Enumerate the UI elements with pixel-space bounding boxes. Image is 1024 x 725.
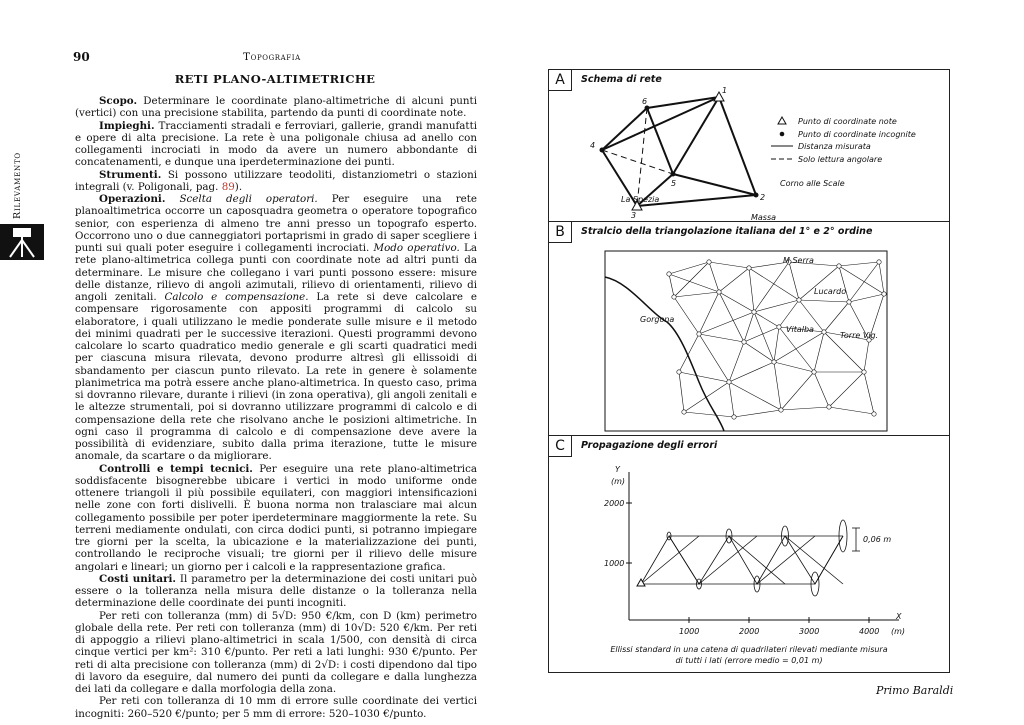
triangulation-vertex bbox=[872, 412, 876, 416]
triangulation-vertex bbox=[882, 292, 886, 296]
triangulation-vertex bbox=[772, 360, 776, 364]
point-5-marker bbox=[671, 172, 676, 177]
triangulation-edge bbox=[719, 292, 744, 342]
triangulation-vertex bbox=[747, 266, 751, 270]
section-title: RETI PLANO-ALTIMETRICHE bbox=[174, 72, 376, 86]
side-tab-text: Rilevamento bbox=[11, 152, 23, 219]
place-m-serra: M.Serra bbox=[783, 256, 814, 265]
point-2-marker bbox=[754, 193, 759, 198]
triangulation-edge bbox=[669, 274, 674, 297]
triangulation-edge bbox=[744, 342, 774, 362]
author-signature: Primo Baraldi bbox=[876, 684, 954, 697]
paragraph-tolleranze: Per reti con tolleranza (mm) di 5√D: 950 €/km, con D (km) perimetro globale della rete. Per reti con tolleranza (mm) di 10√D: 520 €/km. Per reti di appoggio a rilievi plano-altimetrici in scala 1/500, con densità di circa cinque vertici per km²: 310 €/punto. Per reti a lati lunghi: 930 €/punto. Per reti di alta precisione con tolleranza (mm) di 2√D: i costi dipendono dal tipo di lavoro da eseguire, dal numero dei punti da collegare e dalla lunghezza dei lati da collegare e dalla morfologia della zona. bbox=[75, 609, 477, 695]
triangulation-edge bbox=[699, 292, 719, 334]
place-corno-alle-scale: Corno alle Scale bbox=[780, 179, 845, 188]
point-5-label: 5 bbox=[671, 179, 677, 188]
side-tab-label bbox=[12, 152, 23, 219]
place-vitalba: Vitalba bbox=[786, 325, 814, 334]
triangulation-edge bbox=[754, 312, 779, 327]
triangulation-edge bbox=[774, 362, 814, 372]
x-axis-label: X bbox=[896, 612, 902, 621]
triangulation-edge bbox=[864, 372, 874, 414]
triangulation-edge bbox=[744, 327, 779, 342]
paragraph-errori: Per reti con tolleranza di 10 mm di errore sulle coordinate dei vertici incogniti: 260–520 €/punto; per 5 mm di errore: 520–1030 €/punto. bbox=[75, 695, 477, 720]
article-body bbox=[75, 95, 477, 720]
triangulation-edge bbox=[729, 342, 744, 382]
running-head bbox=[243, 51, 301, 63]
triangulation-edge bbox=[709, 262, 749, 268]
point-4-label: 4 bbox=[590, 141, 596, 150]
angular-6-3 bbox=[637, 108, 647, 206]
triangulation-vertex bbox=[682, 410, 686, 414]
emphasis-calcolo: Calcolo e compensazione. bbox=[164, 291, 309, 303]
chain-zigzag-1 bbox=[641, 536, 843, 584]
triangulation-edge bbox=[814, 372, 829, 407]
triangulation-edge bbox=[749, 268, 754, 312]
label-impieghi: Impieghi. bbox=[99, 119, 155, 132]
coastline bbox=[605, 277, 724, 431]
triangulation-edge bbox=[781, 372, 814, 410]
triangulation-edge bbox=[674, 292, 719, 297]
place-massa: Massa bbox=[751, 213, 777, 222]
triangulation-edge bbox=[754, 300, 799, 312]
panel-c-letter: C bbox=[549, 436, 572, 457]
triangulation-edge bbox=[879, 262, 884, 294]
edge-5-1 bbox=[673, 97, 719, 174]
chain-diagonal-5 bbox=[757, 536, 815, 584]
triangulation-edge bbox=[699, 334, 729, 382]
text-controlli: Per eseguire una rete plano-altimetrica soddisfacente bisognerebbe ubicare i vertici in modo uniforme onde ottenere triangoli il più possibile equilateri, con maggiori intensificazioni nelle zone con forti dislivelli. È buona norma non tralasciare mai alcun collegamento possibile per poter iperdeterminare maggiormente la rete. Su terreni mediamente ondulati, con circa dodici punti, si potranno impiegare tre giorni per la scelta, la ubicazione e la materializzazione dei punti, controllando le reciproche visuali; tre giorni per il rilievo delle misure angolari e lineari; un giorno per i calcoli e la rappresentazione grafica. bbox=[75, 462, 477, 573]
chain-diagonal-1 bbox=[641, 536, 699, 584]
triangulation-edge bbox=[709, 262, 719, 292]
page-reference-link[interactable]: 89 bbox=[221, 180, 235, 193]
panel-c-title: Propagazione degli errori bbox=[581, 440, 718, 451]
chain-diagonal-3 bbox=[699, 536, 757, 584]
place-torre-vig: Torre Vig. bbox=[840, 331, 879, 340]
theodolite-icon bbox=[0, 224, 44, 260]
text-impieghi: Tracciamenti stradali e ferroviari, gallerie, grandi manufatti e opere di alta precisione. La rete è una poligonale chiusa ad anello con collegamenti incrociati in modo da avere un numero abbondante di concatenamenti, e dunque una iperdeterminazione dei punti. bbox=[75, 119, 477, 169]
point-6-label: 6 bbox=[642, 97, 648, 106]
triangulation-edge bbox=[754, 312, 774, 362]
scale-note: 0,06 m bbox=[863, 535, 892, 544]
paragraph-controlli bbox=[75, 463, 477, 573]
legend-triangle-icon bbox=[778, 117, 786, 124]
quadrilateral-chain bbox=[641, 536, 843, 584]
paragraph-strumenti bbox=[75, 169, 477, 194]
label-controlli: Controlli e tempi tecnici. bbox=[99, 462, 253, 475]
triangulation-vertex bbox=[827, 405, 831, 409]
y-axis-label: Y bbox=[615, 465, 620, 474]
triangulation-vertex bbox=[862, 370, 866, 374]
triangulation-vertex bbox=[812, 370, 816, 374]
triangulation-vertex bbox=[837, 264, 841, 268]
text-operazioni-3: La rete si deve calcolare e compensare rigorosamente con appositi programmi di calcolo su elaboratore, i quali utilizzano le medie ponderate sulle misure e il metodo dei minimi quadrati per le successive iterazioni. Questi programmi devono calcolare lo scarto quadratico medio generale e gli scarti quadratici medi per ciascuna misura rilevata, devono produrre altresì gli ellissoidi di sbandamento per ciascun punto rilevato. La rete in genere è solamente planimetrica ma potrà essere anche plano-altimetrica. In questo caso, prima si dovranno rilevare, durante i rilievi (in zona operativa), gli angoli zenitali e le altezze strumentali, poi si dovranno utilizzare programmi di calcolo e di compensazione della rete che risolvano anche le posizioni altimetriche. In ogni caso il programma di calcolo e di compensazione deve avere la possibilità di evidenziare, subito dalla prima iterazione, tutte le misure anomale, da scartare o da migliorare. bbox=[75, 291, 477, 463]
triangulation-edge bbox=[679, 372, 729, 382]
triangulation-edge bbox=[679, 372, 684, 412]
triangulation-edge bbox=[814, 332, 824, 372]
caption-line-1: Ellissi standard in una catena di quadrilateri rilevati mediante misura bbox=[610, 645, 888, 654]
text-operazioni-1: Per eseguire una rete planoaltimetrica occorre un caposquadra geometra o operatore topografico senior, con esperienza di almeno tre anni presso un topografo esperto. Occorrono uno o due canneggiatori portaprismi in grado di saper scegliere i punti sui quali poter eseguire i collegamenti incrociati. bbox=[75, 193, 477, 254]
emphasis-scelta: Scelta degli operatori. bbox=[179, 193, 318, 205]
network-schema bbox=[549, 70, 949, 222]
point-2-label: 2 bbox=[760, 193, 766, 202]
triangulation-edge bbox=[679, 334, 699, 372]
triangulation-vertex bbox=[779, 408, 783, 412]
point-1-label: 1 bbox=[722, 86, 728, 95]
triangulation-vertex bbox=[707, 260, 711, 264]
triangulation-vertex bbox=[717, 290, 721, 294]
triangulation-edge bbox=[684, 382, 729, 412]
chain-diagonal-2 bbox=[669, 536, 699, 584]
edge-5-2 bbox=[673, 174, 756, 195]
triangulation-edge bbox=[799, 300, 849, 302]
panel-c bbox=[549, 436, 949, 674]
triangulation-vertex bbox=[677, 370, 681, 374]
edge-6-5 bbox=[647, 108, 673, 174]
emphasis-modo: Modo operativo. bbox=[373, 242, 460, 254]
paragraph-operazioni bbox=[75, 193, 477, 463]
paragraph-impieghi bbox=[75, 120, 477, 169]
triangulation-vertex bbox=[672, 295, 676, 299]
angular-4-5 bbox=[602, 150, 673, 174]
chain-diagonal-4 bbox=[729, 536, 785, 584]
triangulation-edge bbox=[774, 362, 781, 410]
triangulation-edge bbox=[829, 372, 864, 407]
panel-a-title: Schema di rete bbox=[581, 74, 662, 85]
triangulation-edge bbox=[729, 382, 781, 410]
text-scopo: Determinare le coordinate plano-altimetriche di alcuni punti (vertici) con una precisione stabilita, partendo da punti di coordinate note. bbox=[75, 95, 477, 120]
legend-dot-icon bbox=[780, 132, 785, 137]
triangulation-edge bbox=[699, 334, 744, 342]
legend-angular-only: Solo lettura angolare bbox=[798, 155, 883, 164]
triangulation-vertex bbox=[667, 272, 671, 276]
page-number: 90 bbox=[73, 50, 90, 64]
legend-known-points: Punto di coordinate note bbox=[798, 117, 897, 126]
paragraph-scopo bbox=[75, 95, 477, 120]
text-strumenti: Si possono utilizzare teodoliti, distanziometri o stazioni integrali (v. Poligonali, pag. bbox=[75, 168, 477, 193]
triangulation-edge bbox=[749, 268, 799, 300]
triangulation-edge bbox=[734, 410, 781, 417]
triangulation-edge bbox=[774, 327, 779, 362]
y-tick-label-1000: 1000 bbox=[604, 559, 625, 568]
triangulation-edge bbox=[729, 382, 734, 417]
triangulation-edge bbox=[781, 407, 829, 410]
paragraph-costi bbox=[75, 573, 477, 610]
legend-unknown-points: Punto di coordinate incognite bbox=[798, 130, 916, 139]
place-gorgona: Gorgona bbox=[640, 315, 675, 324]
running-head-text: Topografia bbox=[243, 51, 301, 63]
chain-end-link bbox=[815, 536, 843, 584]
triangulation-vertex bbox=[727, 380, 731, 384]
triangulation-edge bbox=[864, 340, 869, 372]
triangulation-vertex bbox=[742, 340, 746, 344]
triangulation-vertex bbox=[797, 298, 801, 302]
label-costi: Costi unitari. bbox=[99, 572, 176, 585]
x-tick-label-4000: 4000 bbox=[859, 627, 880, 636]
x-tick-label-2000: 2000 bbox=[739, 627, 760, 636]
triangulation-vertex bbox=[877, 260, 881, 264]
triangulation-edge bbox=[744, 312, 754, 342]
triangulation-edge bbox=[824, 302, 849, 332]
panel-a-letter: A bbox=[549, 70, 572, 91]
text-costi: Il parametro per la determinazione dei costi unitari può essere o la tolleranza nella misura delle distanze o la tolleranza nella determinazione delle coordinate dei punti incogniti. bbox=[75, 572, 477, 610]
error-propagation-chart bbox=[549, 436, 949, 674]
triangulation-edge bbox=[829, 407, 874, 414]
panel-b-letter: B bbox=[549, 222, 572, 243]
caption-line-2: di tutti i lati (errore medio = 0,01 m) bbox=[675, 656, 823, 665]
place-la-spezia: La Spezia bbox=[621, 195, 660, 204]
chain-diagonal-6 bbox=[785, 536, 843, 584]
triangulation-edge bbox=[699, 312, 754, 334]
side-tab bbox=[0, 140, 30, 260]
edge-1-2 bbox=[719, 97, 756, 195]
edge-4-6 bbox=[602, 108, 647, 150]
panel-b-title: Stralcio della triangolazione italiana del 1° e 2° ordine bbox=[581, 226, 873, 237]
x-tick-label-1000: 1000 bbox=[679, 627, 700, 636]
triangulation-map bbox=[549, 179, 949, 436]
triangulation-vertex bbox=[732, 415, 736, 419]
triangulation-vertex bbox=[822, 330, 826, 334]
label-strumenti: Strumenti. bbox=[99, 168, 162, 181]
y-tick-label-2000: 2000 bbox=[604, 499, 625, 508]
label-scopo: Scopo. bbox=[99, 95, 138, 107]
point-6-marker bbox=[645, 106, 650, 111]
triangulation-vertex bbox=[847, 300, 851, 304]
triangulation-edge bbox=[719, 268, 749, 292]
panel-a bbox=[549, 70, 949, 222]
label-operazioni: Operazioni. bbox=[99, 193, 166, 205]
text-operazioni-2: La rete plano-altimetrica collega punti con coordinate note ad altri punti da determinare. Le misure che collegano i vari punti possono essere: misure delle distanze, rilievo di angoli azimutali, rilievo di orientamenti, rilievo di angoli zenitali. bbox=[75, 242, 478, 303]
place-lucardo: Lucardo bbox=[814, 287, 847, 296]
point-3-label: 3 bbox=[631, 211, 637, 220]
panel-b bbox=[549, 179, 949, 436]
triangulation-edge bbox=[774, 332, 824, 362]
triangulation-vertex bbox=[697, 332, 701, 336]
triangulation-edge bbox=[779, 300, 799, 327]
triangulation-vertex bbox=[752, 310, 756, 314]
text-strumenti-end: ). bbox=[234, 180, 243, 193]
point-4-marker bbox=[600, 148, 605, 153]
y-axis-unit: (m) bbox=[611, 477, 626, 486]
legend-measured-distance: Distanza misurata bbox=[798, 142, 871, 151]
triangulation-edge bbox=[684, 412, 734, 417]
x-tick-label-3000: 3000 bbox=[799, 627, 820, 636]
triangulation-edge bbox=[674, 297, 699, 334]
x-axis-unit: (m) bbox=[891, 627, 906, 636]
origin-triangle-icon bbox=[637, 579, 645, 586]
triangulation-edge bbox=[729, 362, 774, 382]
triangulation-edge bbox=[754, 262, 789, 312]
figure-box bbox=[548, 69, 950, 673]
triangulation-edge bbox=[839, 262, 879, 266]
triangulation-vertex bbox=[777, 325, 781, 329]
